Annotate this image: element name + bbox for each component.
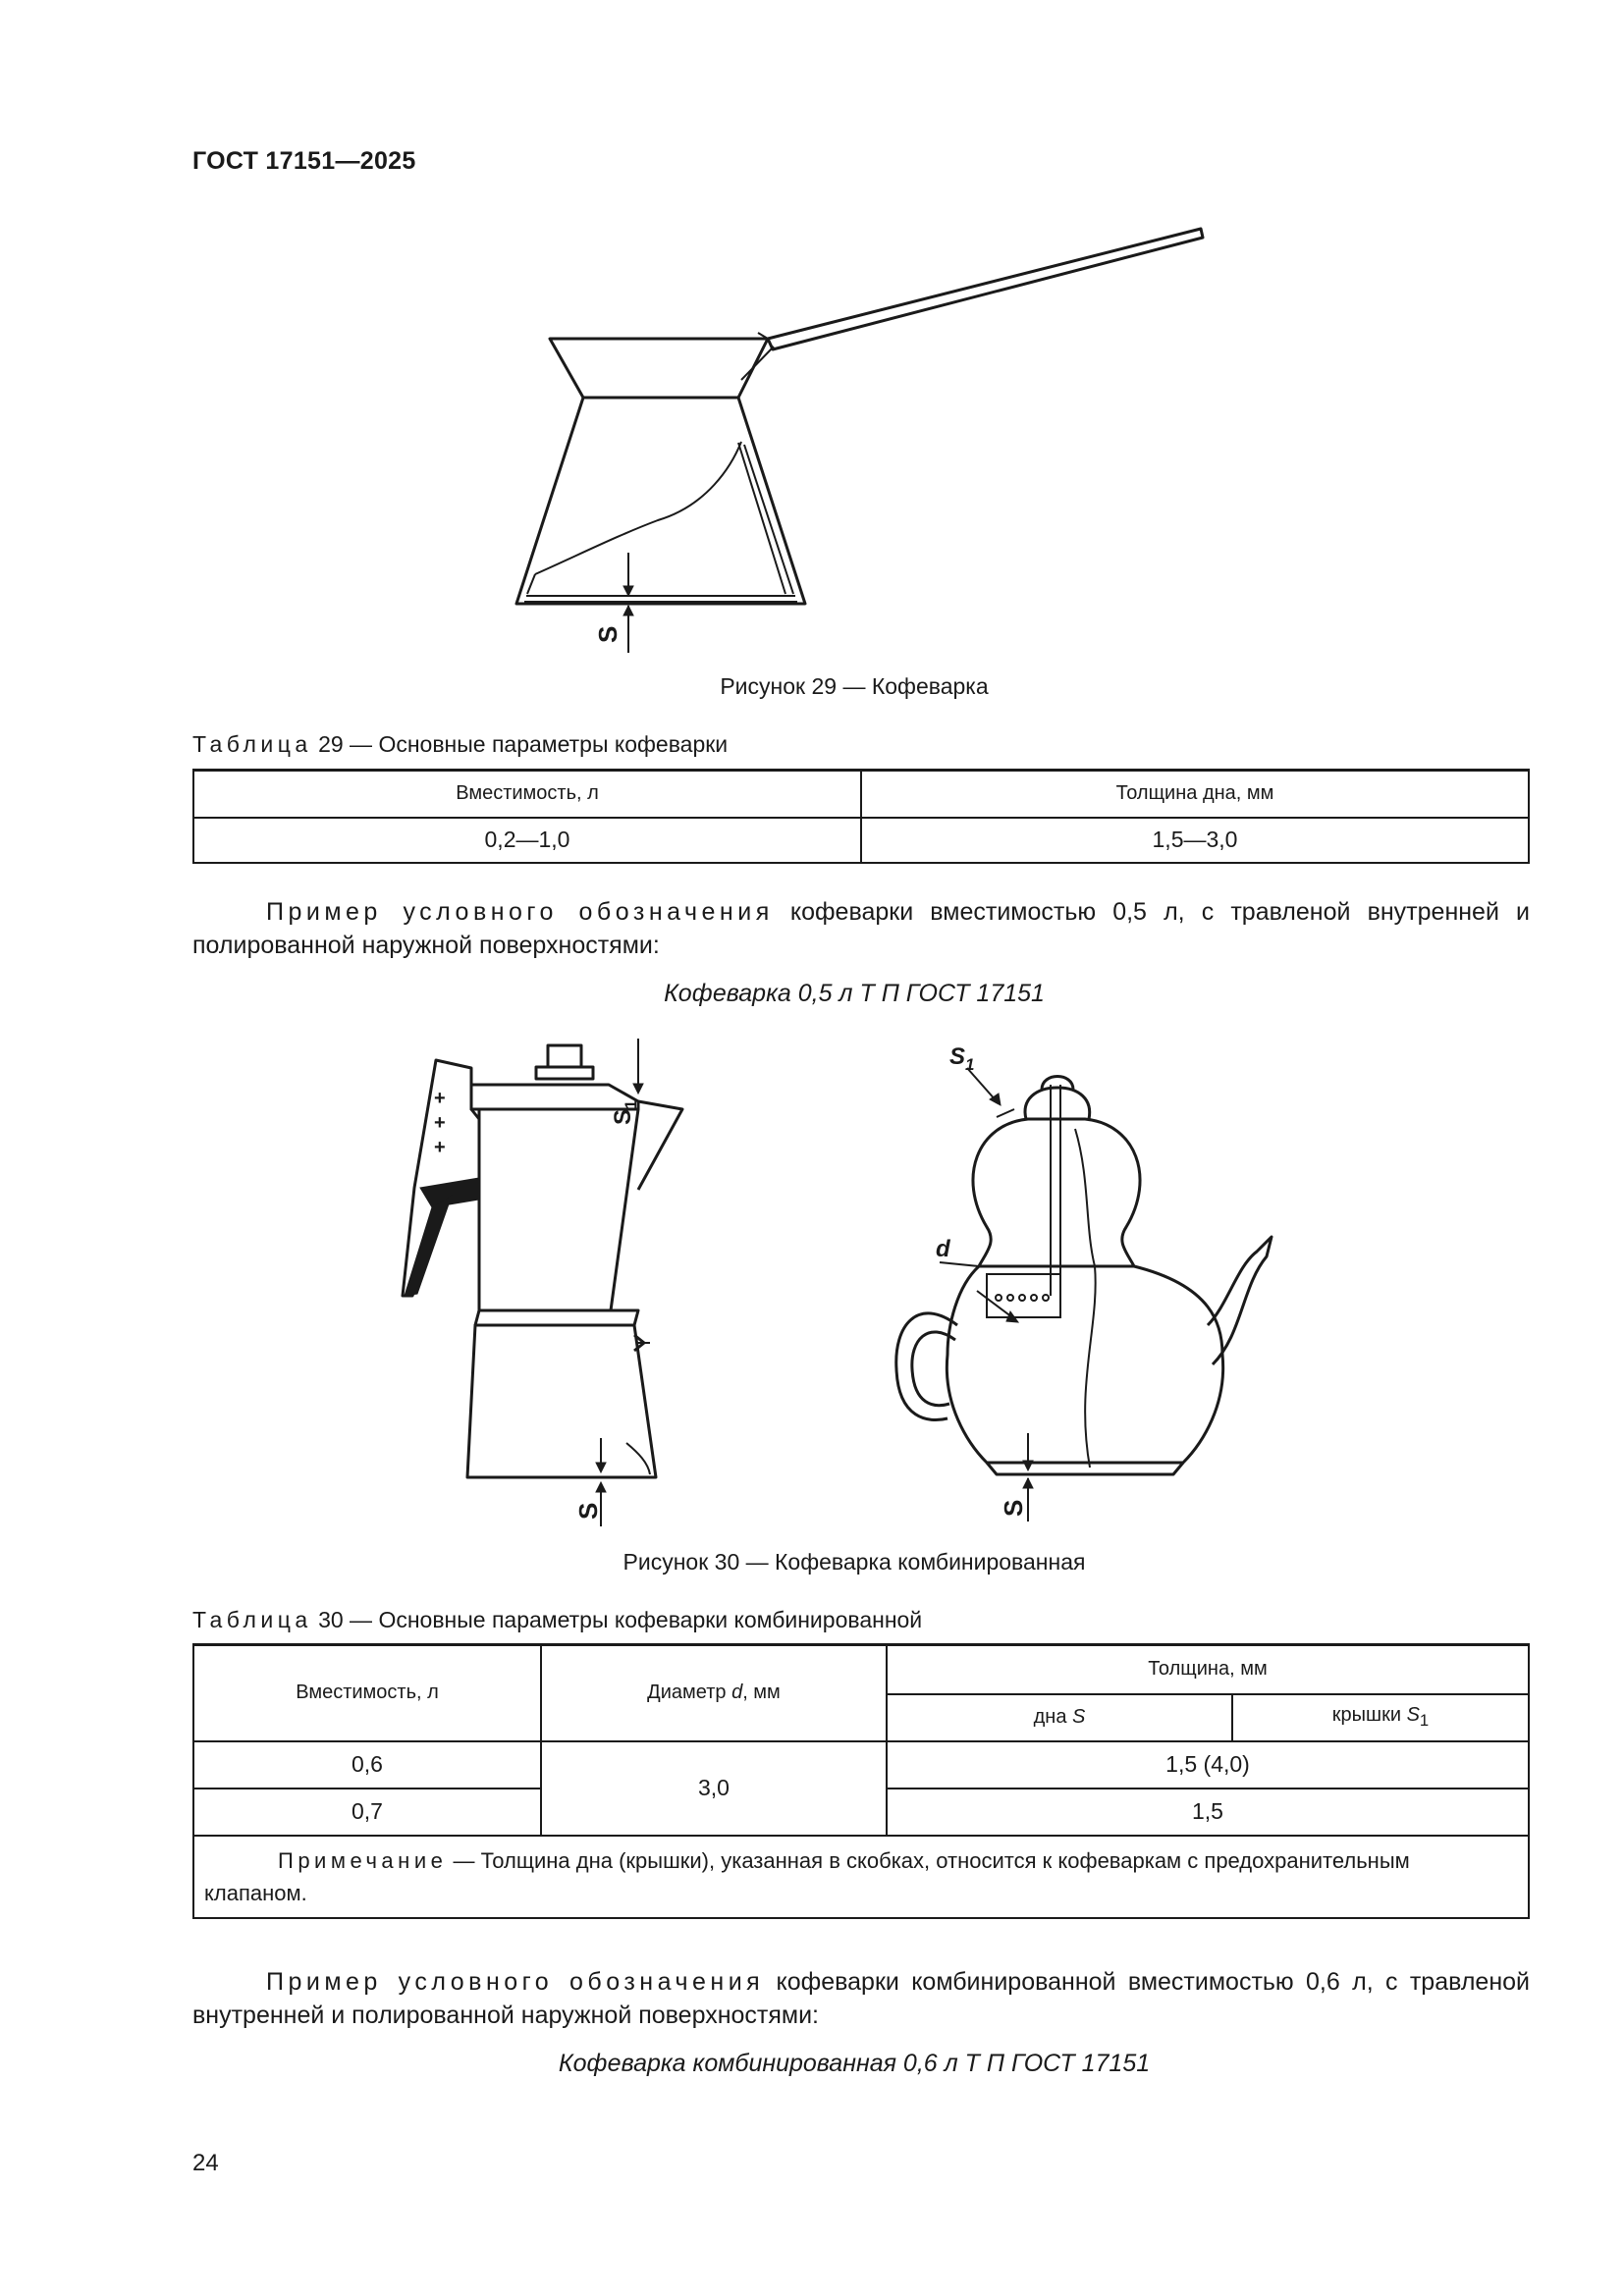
table-30-cell-thickness: 1,5 (4,0) [887, 1741, 1529, 1789]
table-30-cell-capacity: 0,6 [193, 1741, 541, 1789]
table-29-header-capacity: Вместимость, л [193, 771, 861, 818]
table-30-header-bottom: дна S [887, 1694, 1232, 1741]
table-30-cell-diameter: 3,0 [541, 1741, 887, 1836]
example-2-designation: Кофеварка комбинированная 0,6 л Т П ГОСТ 17151 [558, 2050, 1151, 2077]
table-30-header-thickness: Толщина, мм [887, 1645, 1529, 1694]
cezve-cutaway-line [535, 442, 741, 574]
table-30-cell-capacity: 0,7 [193, 1789, 541, 1836]
table-30-cell-thickness: 1,5 [887, 1789, 1529, 1836]
svg-text:+: + [434, 1137, 446, 1158]
table-30-note: Примечание — Толщина дна (крышки), указанная в скобках, относится к кофеваркам с предохранительным клапаном. [193, 1836, 1529, 1918]
moka-lid [471, 1085, 638, 1109]
svg-text:+: + [434, 1112, 446, 1134]
table-30-header-lid: крышки $S_1$ [1232, 1694, 1529, 1741]
cezve-handle [768, 229, 1203, 349]
table-30-header-diameter: Диаметр d, мм [541, 1645, 887, 1741]
table-29-header-thickness: Толщина дна, мм [861, 771, 1529, 818]
moka-lower-chamber [467, 1325, 656, 1477]
example-1-designation: Кофеварка 0,5 л Т П ГОСТ 17151 [664, 980, 1045, 1007]
moka-upper-chamber [479, 1109, 638, 1310]
kettle-upper-body [973, 1119, 1140, 1266]
kettle-label-d: d [936, 1236, 950, 1262]
document-header: ГОСТ 17151—2025 [192, 147, 416, 175]
table-30-header-capacity: Вместимость, л [193, 1645, 541, 1741]
figure-30-kettle-drawing [889, 1031, 1321, 1531]
page-number: 24 [192, 2150, 219, 2176]
moka-label-s: S [573, 1502, 603, 1520]
cezve-neck [550, 339, 768, 398]
example-2-paragraph: Пример условного обозначения кофеварки комбинированной вместимостью 0,6 л, с травленой внутренней и полированной наружной поверхностями: [192, 1968, 1530, 2029]
table-29 [192, 769, 1530, 864]
figure-29-label-s: S [593, 625, 623, 643]
figure-29-drawing [491, 221, 1218, 663]
svg-text:+: + [434, 1088, 446, 1109]
example-1-paragraph: Пример условного обозначения кофеварки вместимостью 0,5 л, с травленой внутренней и полированной наружной поверхностями: [192, 898, 1531, 959]
table-29-cell-capacity: 0,2—1,0 [193, 818, 861, 863]
kettle-label-s: S [999, 1499, 1028, 1517]
figure-30-moka-pot-drawing [393, 1031, 717, 1531]
table-29-title: Таблица 29 — Основные параметры кофеварки [192, 731, 729, 757]
table-30 [192, 1643, 1530, 1919]
moka-label-s1: $S_1$ [610, 1099, 640, 1125]
table-30-title: Таблица 30 — Основные параметры кофеварки комбинированной [192, 1607, 923, 1632]
table-29-cell-thickness: 1,5—3,0 [861, 818, 1529, 863]
figure-30-caption: Рисунок 30 — Кофеварка комбинированная [623, 1549, 1086, 1575]
kettle-label-s1: $S_1$ [949, 1043, 975, 1074]
figure-29-caption: Рисунок 29 — Кофеварка [720, 673, 989, 699]
